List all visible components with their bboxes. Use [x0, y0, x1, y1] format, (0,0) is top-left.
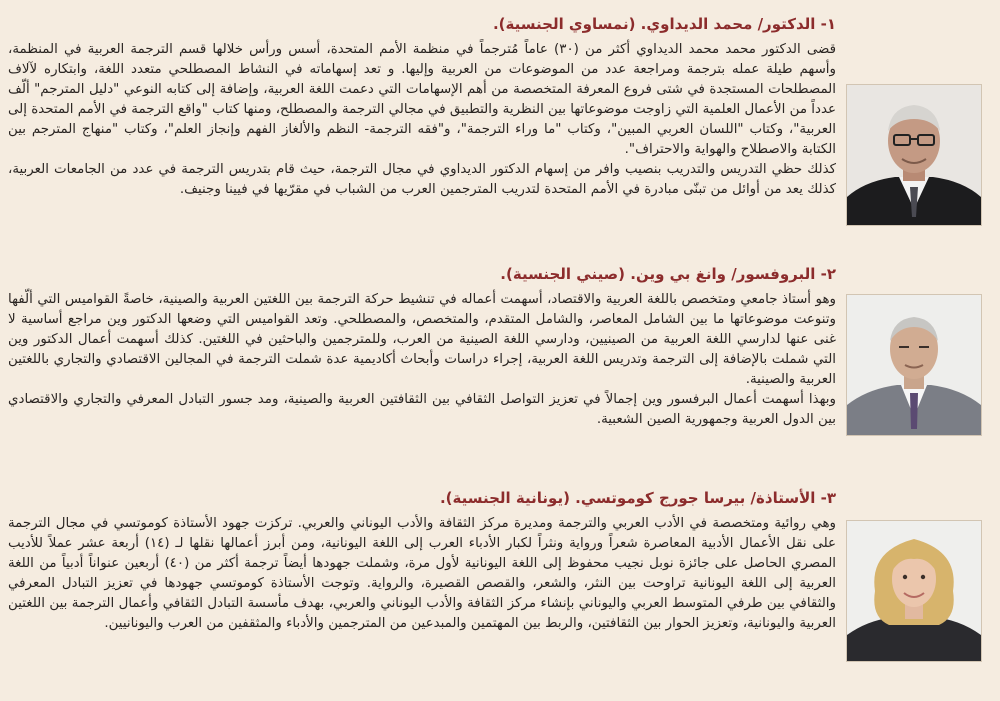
- entry-3-paragraph-1: وهي روائية ومتخصصة في الأدب العربي والترجمة ومديرة مركز الثقافة والأدب اليوناني والعربي. تركزت جهود الأستاذة كوموتسي في مجال الترجمة على نقل الأعمال الأدبية المعاصرة شعراً ورواية ونثراً لكبار الأدباء العرب إلى اللغة اليونانية، ومن أبرز أعمالها نقلها لـ (١٤) أربعة عشر عملاً للأديب المصري الحاصل على جائزة نوبل نجيب محفوظ إلى اللغة اليونانية لأول مرة، وشملت جهودها أيضاً ترجمة أكثر من (٤٠) أربعين عنواناً أدبياً من اللغة العربية إلى اللغة اليونانية تراوحت بين النثر، والشعر، والقصص القصيرة، والرواية. وتوجت الأستاذة كوموتسي جهودها في تعزيز التبادل المعرفي والثقافي بين طرفي المتوسط العربي واليوناني بإنشاء مركز الثقافة والأدب اليوناني والعربي، بهدف مأسسة التبادل الثقافي وأعمال الترجمة بين اللغتين العربية واليونانية، وتعزيز الحوار بين الثقافتين، والربط بين المهتمين والمبدعين من المترجمين والأدباء والمثقفين من العرب واليونانيين.: [8, 516, 837, 631]
- entry-1-paragraph-2: كذلك حظي التدريس والتدريب بنصيب وافر من إسهام الدكتور الديداوي في مجال الترجمة، حيث قام بتدريس الترجمة في عدد من الجامعات العربية، كذلك يعد من أوائل من تبنّى مبادرة في الأمم المتحدة لتدريب المترجمين العرب من الشباب في مقرّيها في فيينا وجنيف.: [8, 162, 836, 197]
- portrait-photo-1: [846, 84, 982, 226]
- portrait-2-image: [847, 295, 981, 435]
- entry-2-paragraph-2: وبهذا أسهمت أعمال البرفسور وين إجمالاً في تعزيز التواصل الثقافي بين الثقافتين العربية والصينية، ومد جسور التبادل المعرفي والتجاري والاقتصادي بين الدول العربية وجمهورية الصين الشعبية.: [8, 392, 836, 427]
- portrait-1-image: [847, 85, 981, 225]
- entry-2-heading: ٢- البروفسور/ وانغ بي وين. (صيني الجنسية).: [500, 265, 836, 283]
- entry-2-text: [8, 264, 836, 430]
- portrait-photo-2: [846, 294, 982, 436]
- entry-2-paragraph-1: وهو أستاذ جامعي ومتخصص باللغة العربية والاقتصاد، أسهمت أعماله في تنشيط حركة الترجمة بين اللغتين العربية والصينية، خاصةً القواميس التي ألّفها وتنوعت موضوعاتها ما بين الشامل المعاصر، والشامل المتقدم، والمتخصص، والمصطلحي. وتعد القواميس التي وضعها الدكتور وين مراجع أساسية لا غنى عنها لدارسي اللغة العربية من الصينيين، ودارسي اللغة الصينية من العرب، وللمترجمين والباحثين في اللغتين. كذلك أسهمت أعمال الدكتور وين التي شملت بالإضافة إلى الترجمة وتدريس اللغة العربية، إجراء دراسات وأبحاث أكاديمية عدة شملت الترجمة في المجالين الاقتصادي والتجاري باللغتين العربية والصينية.: [8, 292, 836, 387]
- portrait-3-image: [847, 521, 981, 661]
- entry-1-paragraph-1: قضى الدكتور محمد محمد الديداوي أكثر من (٣٠) عاماً مُترجماً في منظمة الأمم المتحدة، أسس ورأس خلالها قسم الترجمة العربية في المنظمة، وأسهم طيلة عمله بترجمة ومراجعة عدد من الموضوعات من العربية وإليها. و تعد إسهاماته في النشاط المصطلحي متعدد اللغة، وابتكاره لآلاف المصطلحات المستجدة في شتى فروع المعرفة المتخصصة من أهم الإسهامات التي دعمت اللغة العربية، وإضافة إلى كتابه النوعي "دليل المترجم" ألّف عدداً من الأعمال العلمية التي زاوجت موضوعاتها بين النظرية والتطبيق في مجالي الترجمة والمصطلح، ومنها كتاب "واقع الترجمة في الأمم المتحدة إلى العربية"، وكتاب "اللسان العربي المبين"، وكتاب "ما وراء الترجمة"، و"فقه الترجمة- النظم والألغاز الفهم وإنجاز العلم"، وكتاب "منهاج المترجم بين الكتابة والاصطلاح والهواية والاحتراف".: [8, 42, 836, 157]
- entry-3-text: [8, 488, 836, 634]
- portrait-photo-3: [846, 520, 982, 662]
- entry-1-heading: ١- الدكتور/ محمد الديداوي. (نمساوي الجنسية).: [492, 15, 836, 33]
- entry-3-heading: ٣- الأستاذة/ بيرسا جورج كوموتسي. (يونانية الجنسية).: [439, 489, 836, 507]
- entry-1-text: [8, 14, 836, 200]
